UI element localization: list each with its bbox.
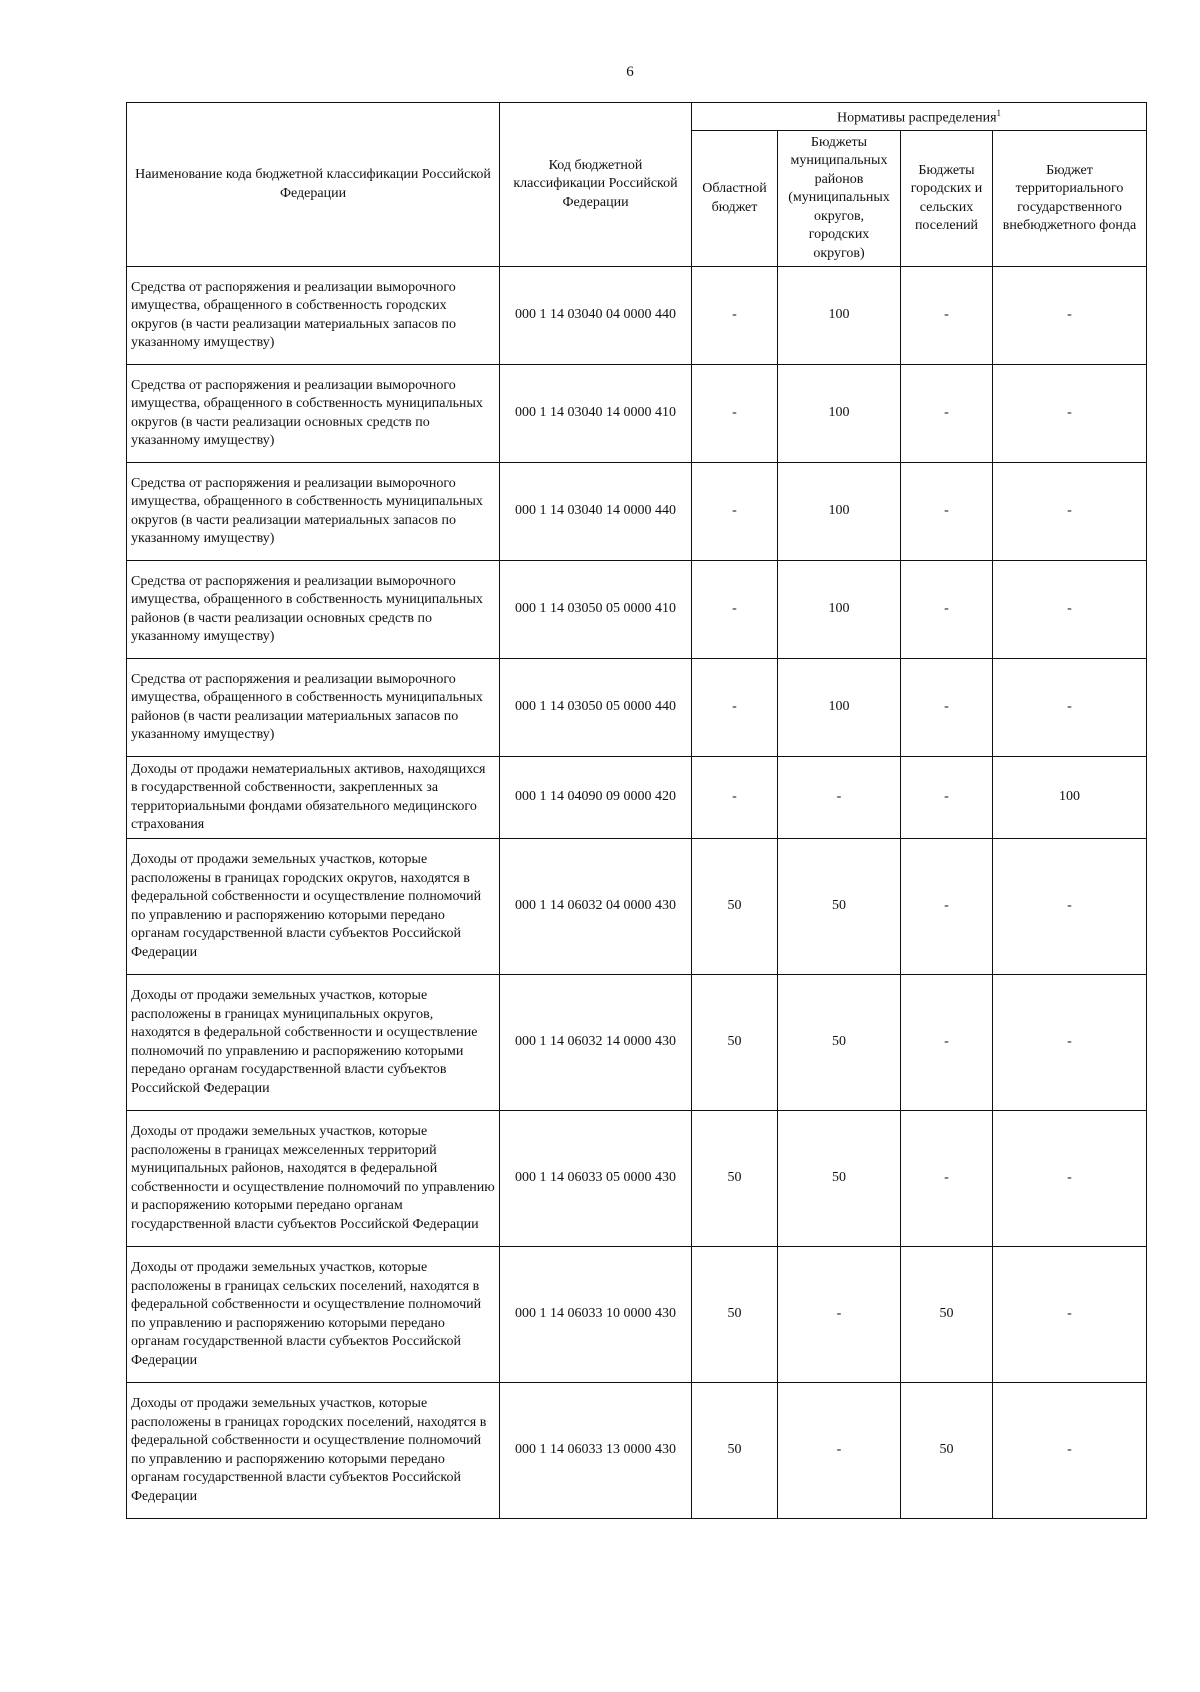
row-code: 000 1 14 06033 13 0000 430 <box>500 1383 692 1519</box>
row-settlements-value: 50 <box>901 1383 993 1519</box>
header-distribution-group: Нормативы распределения$^1$ <box>692 103 1147 131</box>
row-municipal-value: 100 <box>778 659 901 757</box>
header-settlement-budgets: Бюджеты городских и сельских поселений <box>901 131 993 267</box>
row-municipal-value: 100 <box>778 365 901 463</box>
row-name: Средства от распоряжения и реализации выморочного имущества, обращенного в собственность муниципальных округов (в части реализации материальных запасов по указанному имуществу) <box>127 463 500 561</box>
row-regional-value: 50 <box>692 1383 778 1519</box>
row-name: Средства от распоряжения и реализации выморочного имущества, обращенного в собственность муниципальных районов (в части реализации материальных запасов по указанному имуществу) <box>127 659 500 757</box>
row-settlements-value: 50 <box>901 1247 993 1383</box>
row-fund-value: - <box>993 561 1147 659</box>
row-code: 000 1 14 06032 14 0000 430 <box>500 975 692 1111</box>
row-regional-value: - <box>692 561 778 659</box>
row-municipal-value: 50 <box>778 975 901 1111</box>
row-regional-value: 50 <box>692 975 778 1111</box>
page-number: 6 <box>626 64 634 80</box>
row-fund-value: - <box>993 1111 1147 1247</box>
row-settlements-value: - <box>901 839 993 975</box>
row-fund-value: - <box>993 1383 1147 1519</box>
row-name: Доходы от продажи земельных участков, которые расположены в границах городских поселений, находятся в федеральной собственности и осуществление полномочий по управлению и распоряжению которыми передано органам государственной власти субъектов Российской Федерации <box>127 1383 500 1519</box>
row-fund-value: - <box>993 1247 1147 1383</box>
budget-distribution-table <box>126 102 1147 1519</box>
row-name: Доходы от продажи нематериальных активов, находящихся в государственной собственности, закрепленных за территориальными фондами обязательного медицинского страхования <box>127 757 500 839</box>
row-municipal-value: - <box>778 757 901 839</box>
row-settlements-value: - <box>901 1111 993 1247</box>
row-municipal-value: 100 <box>778 561 901 659</box>
row-name: Средства от распоряжения и реализации выморочного имущества, обращенного в собственность муниципальных округов (в части реализации основных средств по указанному имуществу) <box>127 365 500 463</box>
header-regional-budget: Областной бюджет <box>692 131 778 267</box>
table-row <box>127 267 1147 365</box>
table-row <box>127 561 1147 659</box>
row-regional-value: - <box>692 659 778 757</box>
row-regional-value: 50 <box>692 1247 778 1383</box>
row-settlements-value: - <box>901 365 993 463</box>
row-fund-value: - <box>993 659 1147 757</box>
row-municipal-value: 50 <box>778 1111 901 1247</box>
row-code: 000 1 14 03040 04 0000 440 <box>500 267 692 365</box>
table-row <box>127 659 1147 757</box>
row-regional-value: - <box>692 267 778 365</box>
row-code: 000 1 14 03050 05 0000 410 <box>500 561 692 659</box>
row-fund-value: - <box>993 975 1147 1111</box>
row-code: 000 1 14 06033 05 0000 430 <box>500 1111 692 1247</box>
row-municipal-value: - <box>778 1383 901 1519</box>
row-settlements-value: - <box>901 659 993 757</box>
row-name: Доходы от продажи земельных участков, которые расположены в границах межселенных территорий муниципальных районов, находятся в федеральной собственности и осуществление полномочий по управлению и распоряжению которыми передано органам государственной власти субъектов Российской Федерации <box>127 1111 500 1247</box>
row-code: 000 1 14 03050 05 0000 440 <box>500 659 692 757</box>
table-row <box>127 1383 1147 1519</box>
row-code: 000 1 14 03040 14 0000 440 <box>500 463 692 561</box>
table-row <box>127 463 1147 561</box>
row-regional-value: 50 <box>692 1111 778 1247</box>
row-settlements-value: - <box>901 975 993 1111</box>
row-fund-value: - <box>993 267 1147 365</box>
header-fund-budget: Бюджет территориального государственного внебюджетного фонда <box>993 131 1147 267</box>
row-municipal-value: 50 <box>778 839 901 975</box>
row-fund-value: - <box>993 463 1147 561</box>
table-row <box>127 365 1147 463</box>
row-settlements-value: - <box>901 757 993 839</box>
row-code: 000 1 14 06032 04 0000 430 <box>500 839 692 975</box>
row-settlements-value: - <box>901 267 993 365</box>
table-row <box>127 975 1147 1111</box>
header-municipal-budgets: Бюджеты муниципальных районов (муниципальных округов, городских округов) <box>778 131 901 267</box>
row-regional-value: - <box>692 463 778 561</box>
row-regional-value: - <box>692 365 778 463</box>
row-fund-value: - <box>993 839 1147 975</box>
row-fund-value: - <box>993 365 1147 463</box>
row-code: 000 1 14 06033 10 0000 430 <box>500 1247 692 1383</box>
table-body <box>127 267 1147 1519</box>
row-settlements-value: - <box>901 561 993 659</box>
row-municipal-value: - <box>778 1247 901 1383</box>
table-row <box>127 839 1147 975</box>
row-code: 000 1 14 04090 09 0000 420 <box>500 757 692 839</box>
row-fund-value: 100 <box>993 757 1147 839</box>
row-name: Доходы от продажи земельных участков, которые расположены в границах городских округов, находятся в федеральной собственности и осуществление полномочий по управлению и распоряжению которыми передано органам государственной власти субъектов Российской Федерации <box>127 839 500 975</box>
header-code: Код бюджетной классификации Российской Федерации <box>500 103 692 267</box>
table-row <box>127 1247 1147 1383</box>
row-regional-value: 50 <box>692 839 778 975</box>
row-name: Средства от распоряжения и реализации выморочного имущества, обращенного в собственность муниципальных районов (в части реализации основных средств по указанному имуществу) <box>127 561 500 659</box>
row-name: Доходы от продажи земельных участков, которые расположены в границах муниципальных округов, находятся в федеральной собственности и осуществление полномочий по управлению и распоряжению которыми передано органам государственной власти субъектов Российской Федерации <box>127 975 500 1111</box>
row-regional-value: - <box>692 757 778 839</box>
row-name: Доходы от продажи земельных участков, которые расположены в границах сельских поселений, находятся в федеральной собственности и осуществление полномочий по управлению и распоряжению которыми передано органам государственной власти субъектов Российской Федерации <box>127 1247 500 1383</box>
row-code: 000 1 14 03040 14 0000 410 <box>500 365 692 463</box>
row-settlements-value: - <box>901 463 993 561</box>
row-name: Средства от распоряжения и реализации выморочного имущества, обращенного в собственность городских округов (в части реализации материальных запасов по указанному имуществу) <box>127 267 500 365</box>
header-name: Наименование кода бюджетной классификации Российской Федерации <box>127 103 500 267</box>
row-municipal-value: 100 <box>778 267 901 365</box>
row-municipal-value: 100 <box>778 463 901 561</box>
table-row <box>127 757 1147 839</box>
table-row <box>127 1111 1147 1247</box>
